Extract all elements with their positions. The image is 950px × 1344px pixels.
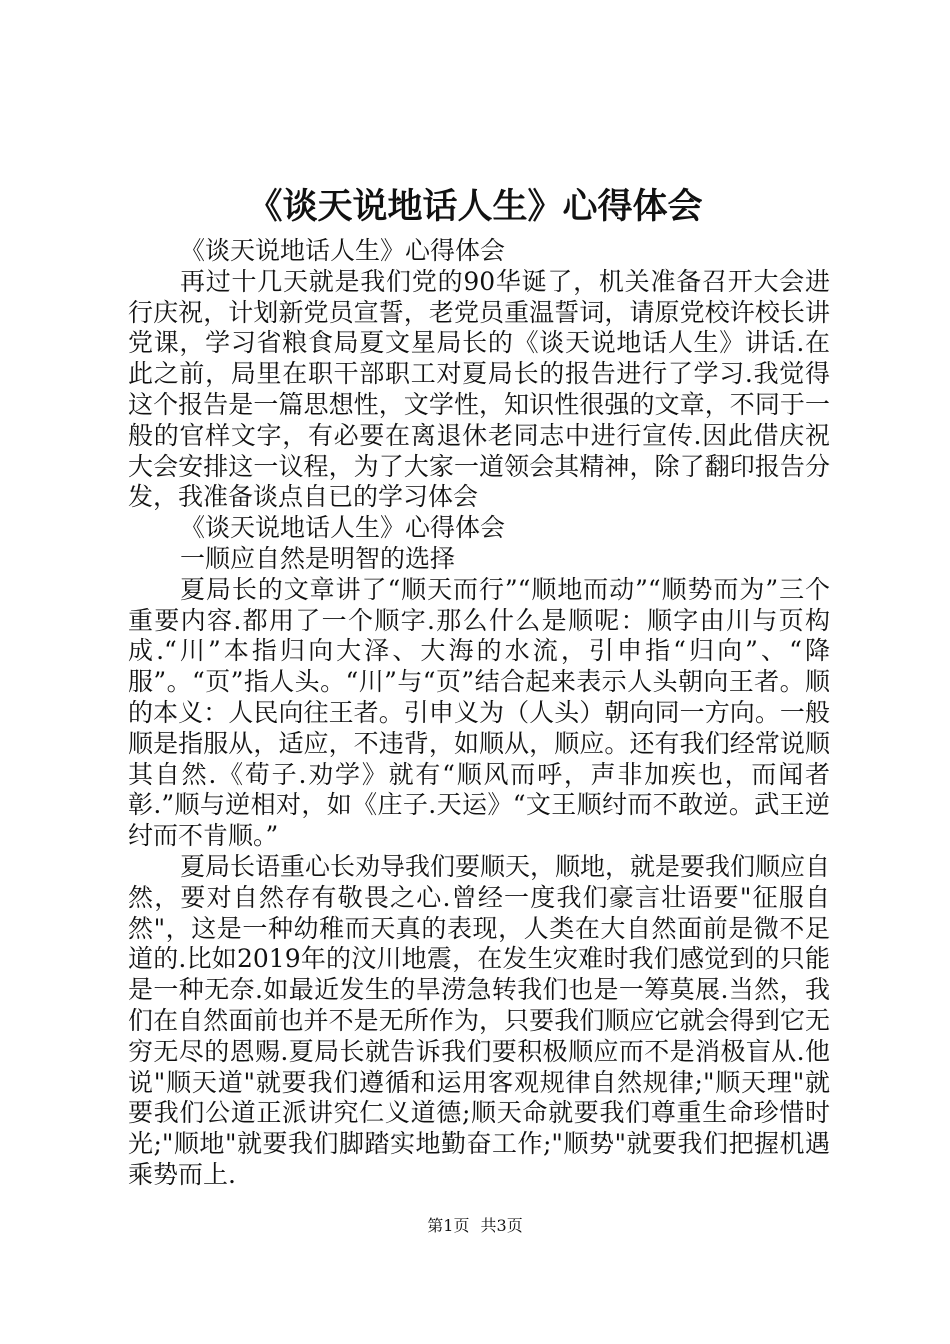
document-body xyxy=(128,236,830,1191)
document-title: 《谈天说地话人生》心得体会 xyxy=(247,187,703,227)
paragraph-follow-nature: 夏局长语重心长劝导我们要顺天，顺地，就是要我们顺应自然，要对自然存有敬畏之心.曾经一度我们豪言壮语要"征服自然"，这是一种幼稚而天真的表现，人类在大自然面前是微不足道的.比如2019年的汶川地震，在发生灾难时我们感觉到的只能是一种无奈.如最近发生的旱涝急转我们也是一筹莫展.当然，我们在自然面前也并不是无所作为，只要我们顺应它就会得到它无穷无尽的恩赐.夏局长就告诉我们要积极顺应而不是消极盲从.他说"顺天道"就要我们遵循和运用客观规律自然规律;"顺天理"就要我们公道正派讲究仁义道德;顺天命就要我们尊重生命珍惜时光;"顺地"就要我们脚踏实地勤奋工作;"顺势"就要我们把握机遇乘势而上. xyxy=(128,851,831,1189)
page-total: 共3页 xyxy=(480,1216,523,1235)
page-footer xyxy=(0,1215,950,1237)
paragraph-subtitle: 《谈天说地话人生》心得体会 xyxy=(180,236,506,265)
section-heading: 一顺应自然是明智的选择 xyxy=(180,543,456,573)
paragraph-intro: 再过十几天就是我们党的90华诞了，机关准备召开大会进行庆祝，计划新党员宣誓，老党员重温誓词，请原党校许校长讲党课，学习省粮食局夏文星局长的《谈天说地话人生》讲话.在此之前，局里在职干部职工对夏局长的报告进行了学习.我觉得这个报告是一篇思想性，文学性，知识性很强的文章，不同于一般的官样文字，有必要在离退休老同志中进行宣传.因此借庆祝大会安排这一议程，为了大家一道领会其精神，除了翻印报告分发，我准备谈点自已的学习体会 xyxy=(128,266,830,512)
page-number: 第1页 xyxy=(427,1216,470,1235)
paragraph-shun-meaning: 夏局长的文章讲了“顺天而行”“顺地而动”“顺势而为”三个重要内容.都用了一个顺字.那么什么是顺呢：顺字由川与页构成.“川”本指归向大泽、大海的水流，引申指“归向”、“降服”。“页”指人头。“川”与“页”结合起来表示人头朝向王者。顺的本义：人民向往王者。引申义为（人头）朝向同一方向。一般顺是指服从，适应，不违背，如顺从，顺应。还有我们经常说顺其自然.《荀子.劝学》就有“顺风而呼，声非加疾也，而闻者彰.”顺与逆相对，如《庄子.天运》“文王顺纣而不敢逆。武王逆纣而不肯顺。” xyxy=(128,574,830,851)
paragraph-subtitle-repeat: 《谈天说地话人生》心得体会 xyxy=(180,513,506,543)
